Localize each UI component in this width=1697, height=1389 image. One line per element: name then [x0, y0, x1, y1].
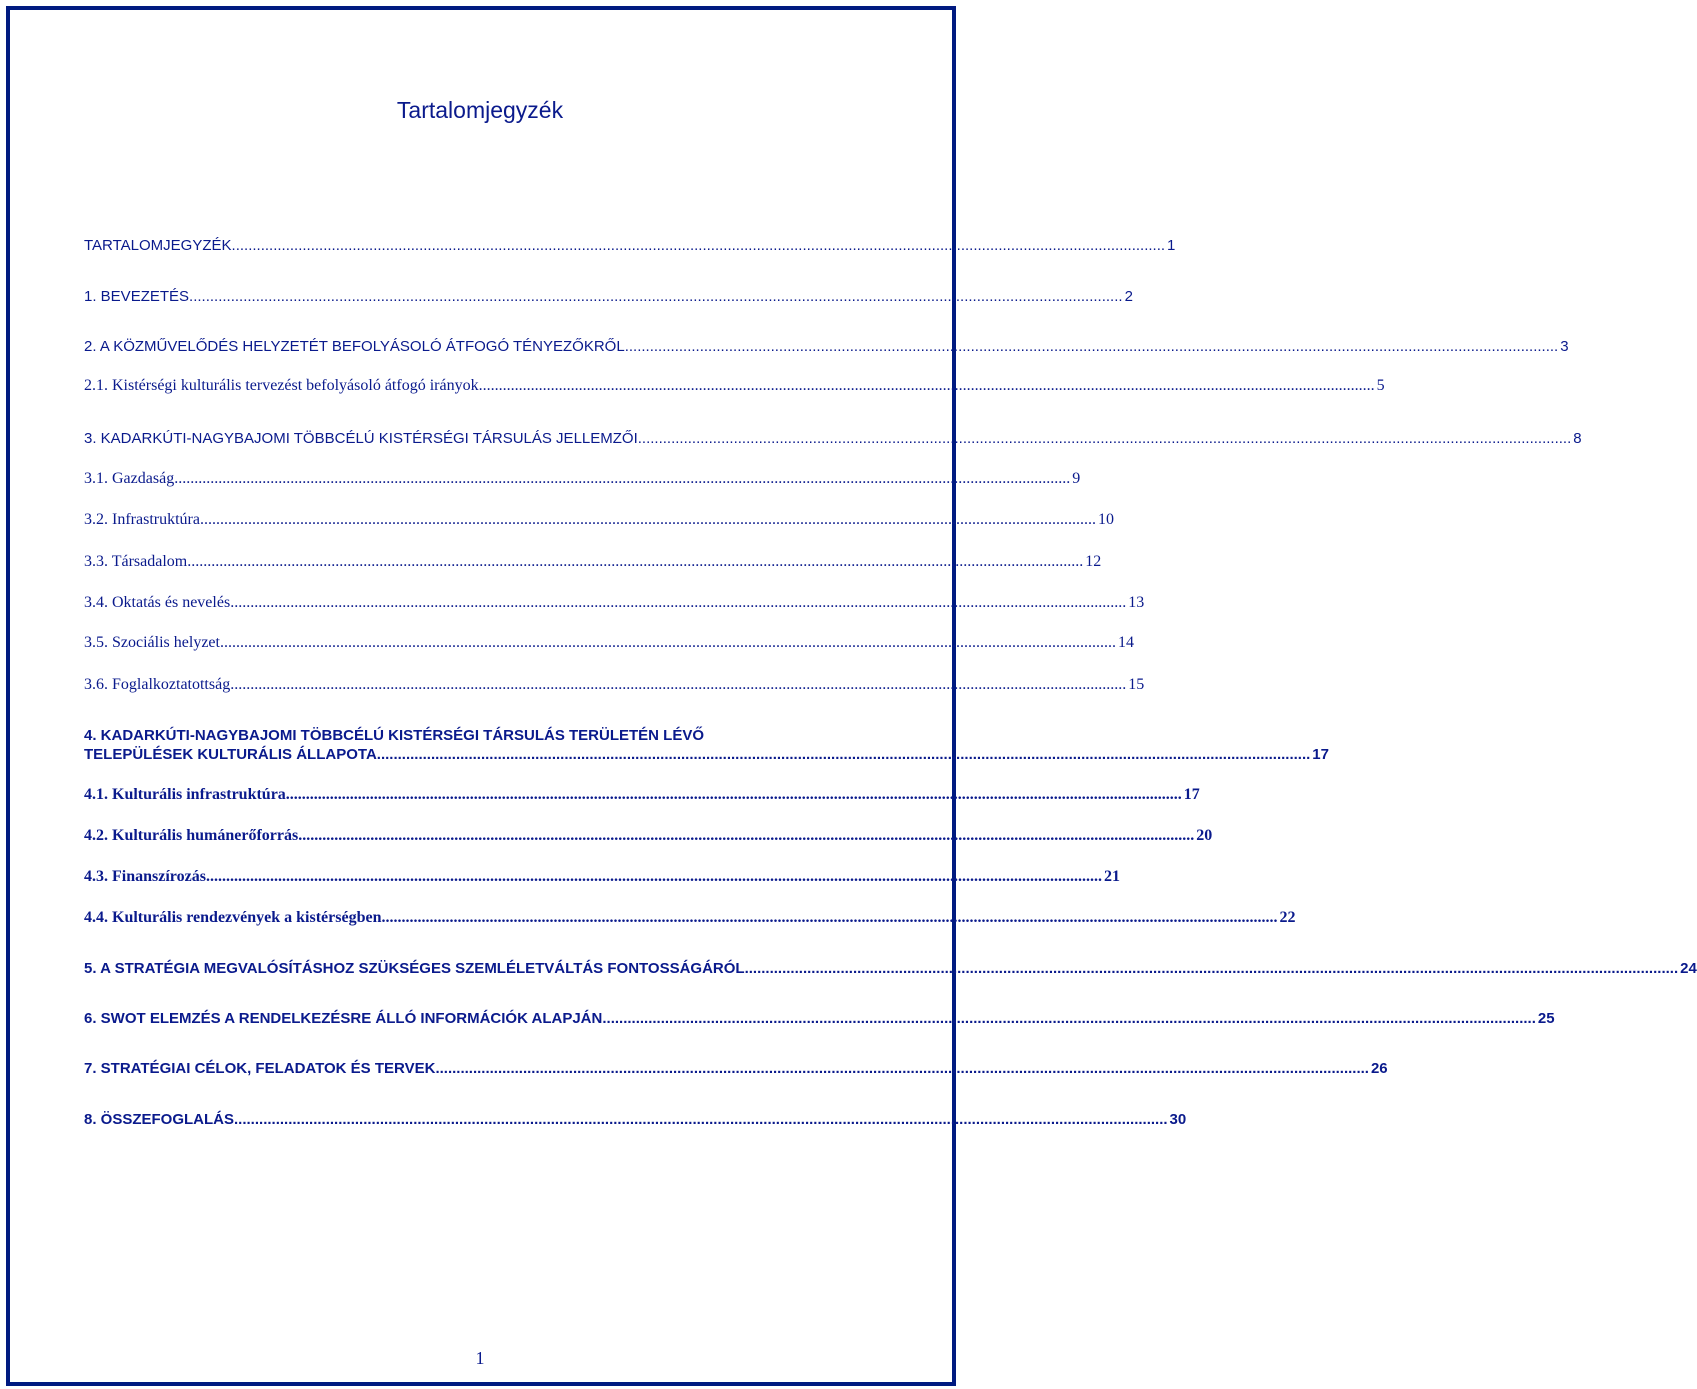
- toc-page: 21: [1103, 868, 1120, 885]
- toc-page: 20: [1196, 827, 1213, 844]
- toc-label: 5. A STRATÉGIA MEGVALÓSÍTÁSHOZ SZÜKSÉGES SZEMLÉLETVÁLTÁS FONTOSSÁGÁRÓL: [84, 960, 745, 977]
- toc-entry-rendezvenyek[interactable]: 4.4. Kulturális rendezvények a kistérségben ................................................................................................................................................................................................................................ 22: [84, 909, 1296, 926]
- toc-label: 4.1. Kulturális infrastruktúra: [84, 786, 286, 803]
- toc-entry-bevezetes[interactable]: 1. BEVEZETÉS ................................................................................................................................................................................................................................ 2: [84, 288, 1133, 305]
- toc-entry-osszefoglalas[interactable]: 8. ÖSSZEFOGLALÁS ................................................................................................................................................................................................................................ 30: [84, 1111, 1187, 1128]
- toc-entry-tarsulas-jellemzoi[interactable]: 3. KADARKÚTI-NAGYBAJOMI TÖBBCÉLÚ KISTÉRSÉGI TÁRSULÁS JELLEMZŐI ................................................................................................................................................................................................................................ 8: [84, 430, 1582, 447]
- toc-label: 4.3. Finanszírozás: [84, 868, 206, 885]
- toc-label: 3. KADARKÚTI-NAGYBAJOMI TÖBBCÉLÚ KISTÉRSÉGI TÁRSULÁS JELLEMZŐI: [84, 430, 638, 447]
- toc-entry-telepulesek-kulturalis-allapota[interactable]: 4. KADARKÚTI-NAGYBAJOMI TÖBBCÉLÚ KISTÉRSÉGI TÁRSULÁS TERÜLETÉN LÉVŐ TELEPÜLÉSEK KULTURÁLIS ÁLLAPOTA ................................................................................................................................................................................................................................ 17: [84, 727, 1329, 763]
- toc-entry-foglalkoztatottsag[interactable]: 3.6. Foglalkoztatottság ................................................................................................................................................................................................................................ 15: [84, 676, 1145, 693]
- toc-page: 10: [1097, 511, 1114, 528]
- toc-entry-kozmuvelodes[interactable]: 2. A KÖZMŰVELŐDÉS HELYZETÉT BEFOLYÁSOLÓ ÁTFOGÓ TÉNYEZŐKRŐL ................................................................................................................................................................................................................................ 3: [84, 338, 1569, 355]
- toc-label: 8. ÖSSZEFOGLALÁS: [84, 1111, 235, 1128]
- toc-page: 25: [1537, 1010, 1555, 1027]
- toc-label: 2. A KÖZMŰVELŐDÉS HELYZETÉT BEFOLYÁSOLÓ ÁTFOGÓ TÉNYEZŐKRŐL: [84, 338, 625, 355]
- toc-page: 15: [1128, 676, 1145, 693]
- toc-entry-tartalomjegyzek[interactable]: TARTALOMJEGYZÉK ................................................................................................................................................................................................................................ 1: [84, 237, 1176, 254]
- toc-label-line2: TELEPÜLÉSEK KULTURÁLIS ÁLLAPOTA: [84, 746, 377, 763]
- toc-entry-infrastruktura[interactable]: 3.2. Infrastruktúra ................................................................................................................................................................................................................................ 10: [84, 511, 1114, 528]
- toc-entry-tarsadalom[interactable]: 3.3. Társadalom ................................................................................................................................................................................................................................ 12: [84, 553, 1102, 570]
- toc-page: 12: [1085, 553, 1102, 570]
- toc-entry-humaneroforras[interactable]: 4.2. Kulturális humánerőforrás ................................................................................................................................................................................................................................ 20: [84, 827, 1213, 844]
- toc-page: 17: [1183, 786, 1200, 803]
- toc-page: 22: [1279, 909, 1296, 926]
- toc-label: TARTALOMJEGYZÉK: [84, 237, 232, 254]
- toc-entry-swot[interactable]: 6. SWOT ELEMZÉS A RENDELKEZÉSRE ÁLLÓ INFORMÁCIÓK ALAPJÁN ................................................................................................................................................................................................................................ 25: [84, 1010, 1555, 1027]
- toc-entry-szemleletvaltas[interactable]: 5. A STRATÉGIA MEGVALÓSÍTÁSHOZ SZÜKSÉGES SZEMLÉLETVÁLTÁS FONTOSSÁGÁRÓL ................................................................................................................................................................................................................................ 24: [84, 960, 1697, 977]
- toc-page: 30: [1169, 1111, 1187, 1128]
- toc-label: 1. BEVEZETÉS: [84, 288, 190, 305]
- toc-entry-kisterségi-tervezes[interactable]: 2.1. Kistérségi kulturális tervezést befolyásoló átfogó irányok ................................................................................................................................................................................................................................ 5: [84, 377, 1385, 394]
- toc-entry-oktatas[interactable]: 3.4. Oktatás és nevelés ................................................................................................................................................................................................................................ 13: [84, 594, 1145, 611]
- toc-label: 2.1. Kistérségi kulturális tervezést befolyásoló átfogó irányok: [84, 377, 479, 394]
- toc-label: 3.3. Társadalom: [84, 553, 188, 570]
- page-number: 1: [475, 1348, 485, 1368]
- toc-label: 7. STRATÉGIAI CÉLOK, FELADATOK ÉS TERVEK: [84, 1060, 436, 1077]
- toc-label: 4.4. Kulturális rendezvények a kistérségben: [84, 909, 382, 926]
- toc-page: 26: [1370, 1060, 1388, 1077]
- toc-page: 5: [1376, 377, 1385, 394]
- toc-label: 6. SWOT ELEMZÉS A RENDELKEZÉSRE ÁLLÓ INFORMÁCIÓK ALAPJÁN: [84, 1010, 603, 1027]
- toc-entry-kulturalis-infrastruktura[interactable]: 4.1. Kulturális infrastruktúra ................................................................................................................................................................................................................................ 17: [84, 786, 1200, 803]
- toc-label: 3.5. Szociális helyzet: [84, 634, 220, 651]
- toc-label: 3.1. Gazdaság: [84, 470, 175, 487]
- toc-label: 3.2. Infrastruktúra: [84, 511, 200, 528]
- toc-page: 14: [1117, 634, 1134, 651]
- toc-entry-finanszirozas[interactable]: 4.3. Finanszírozás ................................................................................................................................................................................................................................ 21: [84, 868, 1120, 885]
- toc-label-line1: 4. KADARKÚTI-NAGYBAJOMI TÖBBCÉLÚ KISTÉRSÉGI TÁRSULÁS TERÜLETÉN LÉVŐ: [84, 727, 705, 744]
- toc-label: 3.6. Foglalkoztatottság: [84, 676, 231, 693]
- toc-entry-gazdasag[interactable]: 3.1. Gazdaság ................................................................................................................................................................................................................................ 9: [84, 470, 1081, 487]
- toc-page: 9: [1072, 470, 1081, 487]
- toc-page: 13: [1128, 594, 1145, 611]
- toc-entry-szocialis[interactable]: 3.5. Szociális helyzet ................................................................................................................................................................................................................................ 14: [84, 634, 1134, 651]
- toc-page: 3: [1560, 338, 1569, 355]
- toc-page: 17: [1312, 746, 1329, 763]
- toc-entry-strategiai-celok[interactable]: 7. STRATÉGIAI CÉLOK, FELADATOK ÉS TERVEK ................................................................................................................................................................................................................................ 26: [84, 1060, 1388, 1077]
- page-title: Tartalomjegyzék: [396, 97, 564, 123]
- toc-page: 2: [1124, 288, 1133, 305]
- toc-page: 8: [1573, 430, 1582, 447]
- toc-page: 1: [1167, 237, 1176, 254]
- toc-page: 24: [1680, 960, 1697, 977]
- toc-label: 3.4. Oktatás és nevelés: [84, 594, 231, 611]
- toc-label: 4.2. Kulturális humánerőforrás: [84, 827, 299, 844]
